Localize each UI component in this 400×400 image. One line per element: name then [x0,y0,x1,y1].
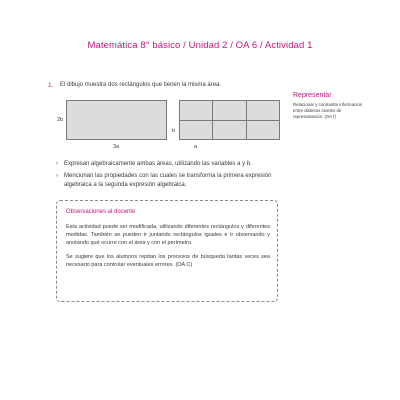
chevron-right-icon: › [56,173,58,179]
list-item [56,172,284,190]
left-rectangle [66,100,167,140]
chevron-right-icon: › [56,161,58,167]
left-rect-bottom-label: 3a [113,144,120,150]
page-title: Matemática 8° básico / Unidad 2 / OA 6 / Actividad 1 [87,40,313,51]
right-rect-bottom-label: a [194,144,198,150]
observations-box [56,200,278,302]
list-item-text: Expresan algebraicamente ambas áreas, utilizando las variables a y b. [64,161,252,167]
grid-line [180,120,279,121]
right-rectangle [179,100,280,140]
question-number: 1. [48,82,54,89]
observations-title: Observaciones al docente [66,209,136,215]
sidebar-text: Relacionar y contrastar información entre distintos niveles de representación. (OA f) [293,102,363,119]
observations-paragraph: Se sugiere que los alumnos repitan los procesos de búsqueda tantas veces sea necesario para controlar eventuales errores. (OA C) [66,254,270,268]
sidebar-title: Representar [293,92,332,99]
left-rect-side-label: 2b [57,117,64,123]
list-item-text: Mencionan las propiedades con las cuales se transforma la primera expresión algebraica a la segunda expresión algebraica. [64,173,272,188]
question-text: El dibujo muestra dos rectángulos que tienen la misma área. [60,82,222,88]
right-rect-side-label: b [172,128,176,134]
list-item [56,160,284,169]
observations-paragraph: Esta actividad puede ser modificada, utilizando diferentes rectángulos y diferentes medidas. También se pueden ir juntando rectángulos iguales e ir observando y anotando qué ocurre con el área y con el perímetro. [66,224,270,246]
